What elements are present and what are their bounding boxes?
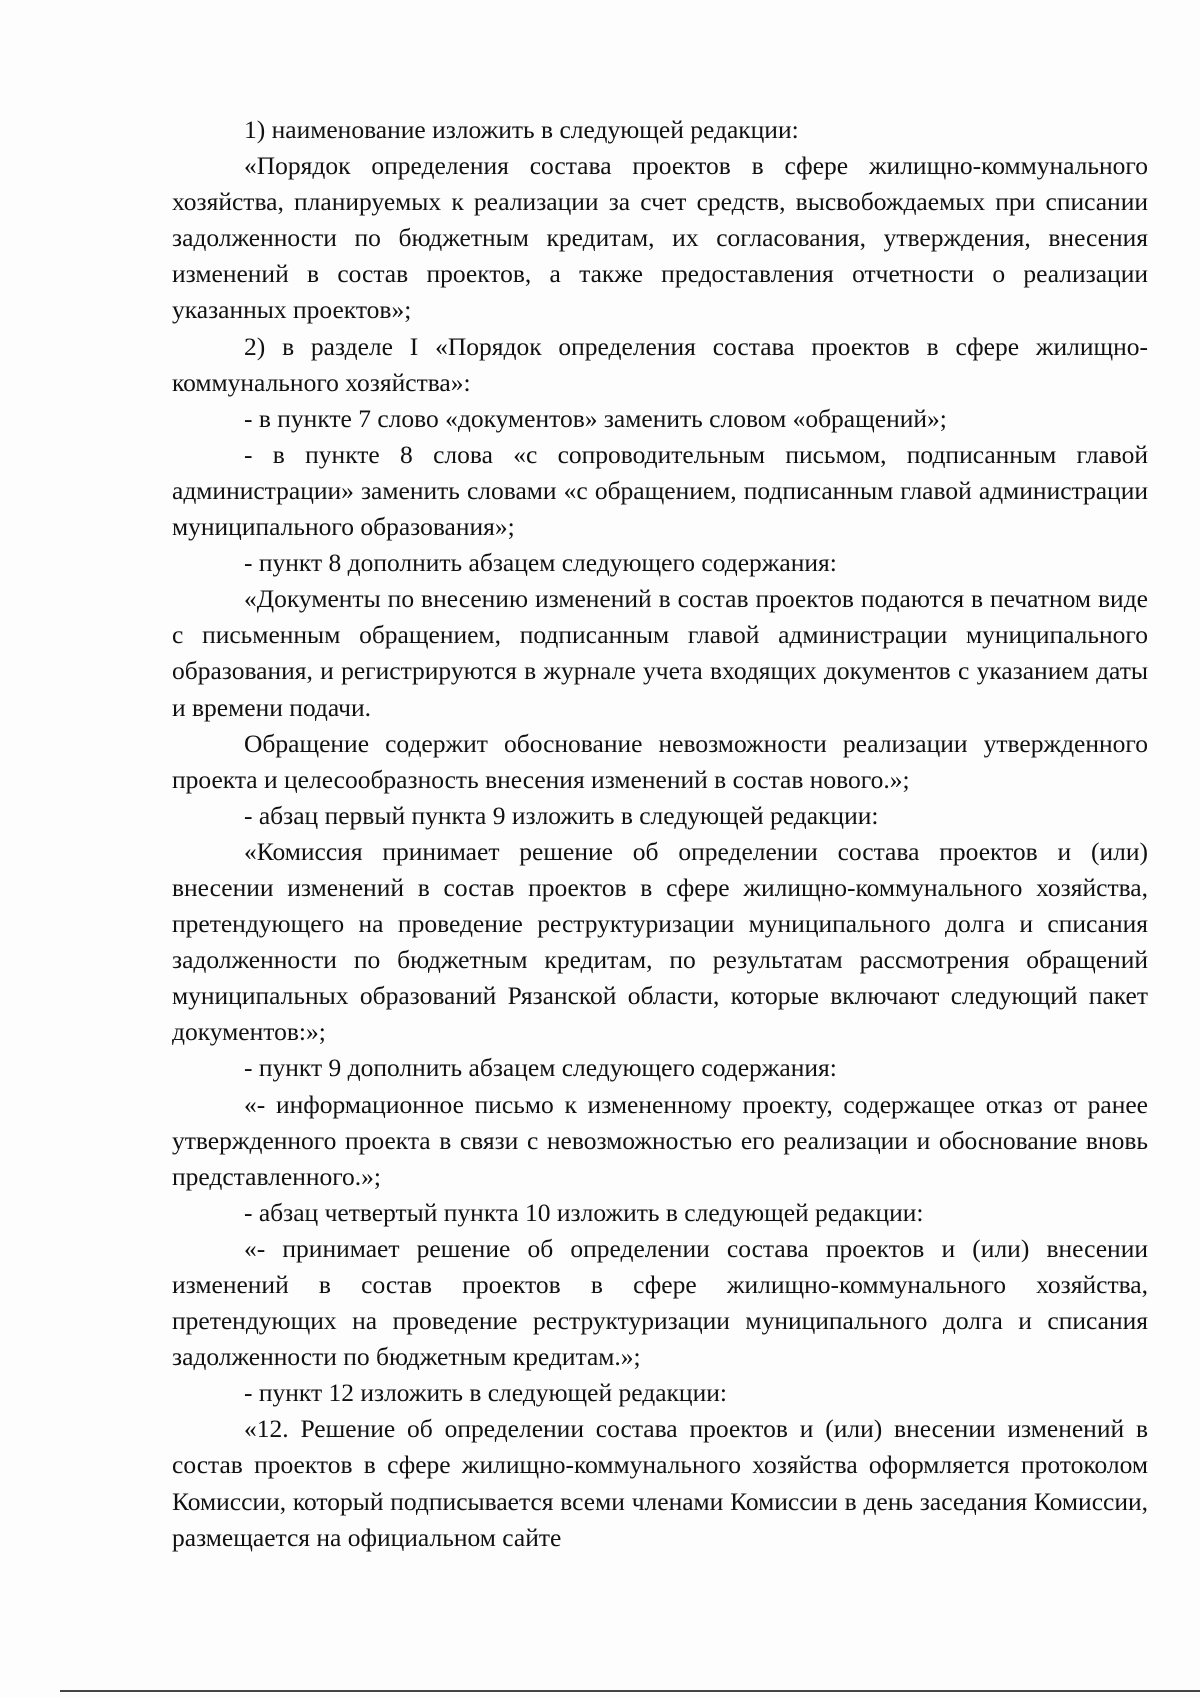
- paragraph-7: «Документы по внесению изменений в состав проектов подаются в печатном виде с письменным обращением, подписанным главой администрации муниципального образования, и регистрируются в журнале учета входящих документов с указанием даты и времени подачи.: [172, 584, 1148, 722]
- paragraph-1: 1) наименование изложить в следующей редакции:: [244, 115, 799, 144]
- paragraph-3: 2) в разделе I «Порядок определения состава проектов в сфере жилищно-коммунального хозяйства»:: [172, 331, 1148, 397]
- paragraph-15: - пункт 12 изложить в следующей редакции:: [244, 1378, 727, 1408]
- paragraph-2: «Порядок определения состава проектов в сфере жилищно-коммунального хозяйства, планируемых к реализации за счет средств, высвобождаемых при списании задолженности по бюджетным кредитам, их согласования, утверждения, внесения изменений в состав проектов, а также предоставления отчетности о реализации указанных проектов»;: [172, 151, 1148, 325]
- paragraph-11: - пункт 9 дополнить абзацем следующего содержания:: [244, 1053, 837, 1083]
- scan-edge-line: [60, 1690, 1200, 1692]
- paragraph-6: - пункт 8 дополнить абзацем следующего содержания:: [244, 548, 837, 578]
- paragraph-4: - в пункте 7 слово «документов» заменить словом «обращений»;: [244, 403, 947, 433]
- paragraph-13: - абзац четвертый пункта 10 изложить в следующей редакции:: [244, 1197, 924, 1227]
- paragraph-14: «- принимает решение об определении состава проектов и (или) внесении изменений в состав проектов в сфере жилищно-коммунального хозяйства, претендующих на проведение реструктуризации муниципального долга и списания задолженности по бюджетным кредитам.»;: [172, 1233, 1148, 1372]
- paragraph-10: «Комиссия принимает решение об определении состава проектов и (или) внесении изменений в состав проектов в сфере жилищно-коммунального хозяйства, претендующего на проведение реструктуризации муниципального долга и списания задолженности по бюджетным кредитам, по результатам рассмотрения обращений муниципальных образований Рязанской области, которые включают следующий пакет документов:»;: [172, 836, 1148, 1047]
- paragraph-12: «- информационное письмо к измененному проекту, содержащее отказ от ранее утвержденного проекта в связи с невозможностью его реализации и обоснование вновь представленного.»;: [172, 1089, 1148, 1191]
- paragraph-5: - в пункте 8 слова «с сопроводительным письмом, подписанным главой администрации» заменить словами «с обращением, подписанным главой администрации муниципального образования»;: [172, 439, 1148, 542]
- paragraph-16: «12. Решение об определении состава проектов и (или) внесении изменений в состав проектов в сфере жилищно-коммунального хозяйства оформляется протоколом Комиссии, который подписывается всеми членами Комиссии в день заседания Комиссии, размещается на официальном сайте: [172, 1414, 1148, 1552]
- paragraph-8: Обращение содержит обоснование невозможности реализации утвержденного проекта и целесообразность внесения изменений в состав нового.»;: [172, 728, 1148, 794]
- document-body: [172, 112, 1148, 1556]
- paragraph-9: - абзац первый пункта 9 изложить в следующей редакции:: [244, 800, 879, 830]
